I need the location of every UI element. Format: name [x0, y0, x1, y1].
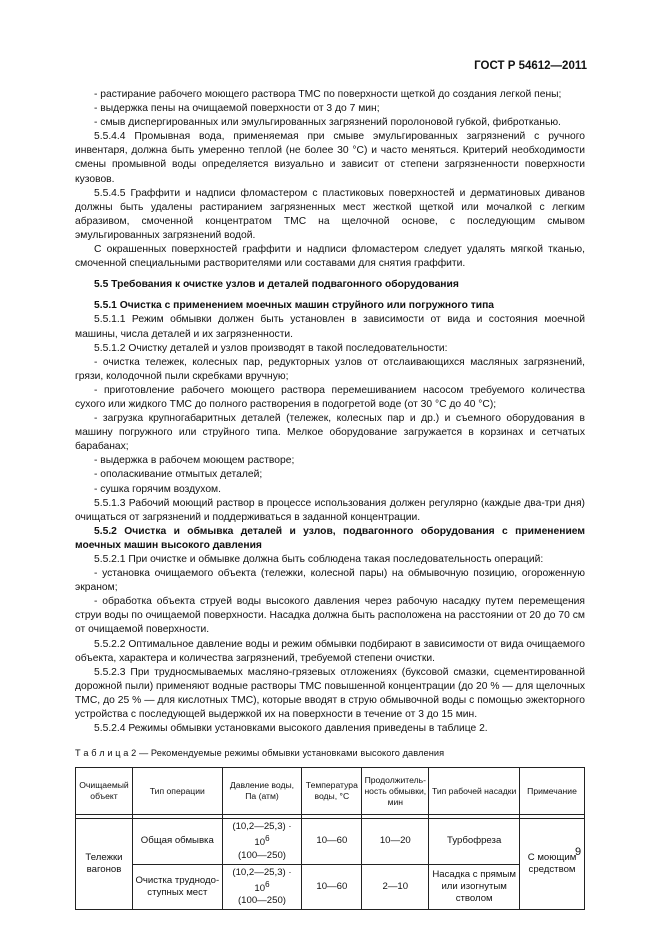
object-cell: Тележки вагонов	[76, 819, 133, 909]
page-number: 9	[575, 846, 582, 858]
pressure-value: (10,2—25,3) · 10	[232, 866, 292, 894]
duration-cell: 2—10	[362, 864, 429, 909]
pressure-value: (10,2—25,3) · 10	[232, 821, 292, 849]
column-header: Тип операции	[132, 768, 222, 815]
subsection-heading: 5.5.1 Очистка с применением моечных машин струйного или погружного типа	[94, 300, 495, 312]
table-row	[76, 864, 585, 909]
column-header: Очищаемый объект	[76, 768, 133, 815]
temperature-cell: 10—60	[302, 819, 362, 864]
duration-cell: 10—20	[362, 819, 429, 864]
paragraph: - растирание рабочего моющего раствора ТМС по поверхности щеткой до создания легкой пены;	[94, 89, 562, 100]
paragraph: 5.5.2.2 Оптимальное давление воды и режим обмывки подбирают в зависимости от вида очищаемого объекта, характера и количества загрязнений, требуемой степени очистки.	[75, 638, 585, 664]
table-caption: Т а б л и ц а 2 — Рекомендуемые режимы обмывки установками высокого давления	[75, 748, 445, 759]
paragraph: 5.5.1.2 Очистку деталей и узлов производят в такой последовательности:	[94, 342, 448, 354]
temperature-cell: 10—60	[302, 864, 362, 909]
table-row	[76, 819, 585, 864]
paragraph: С окрашенных поверхностей граффити и надписи фломастером следует удалять мягкой тканью, смоченной специальными растворителями или составами для снятия граффити.	[75, 244, 585, 270]
operation-cell: Общая обмывка	[132, 819, 222, 864]
section-heading: 5.5 Требования к очистке узлов и деталей подвагонного оборудования	[94, 279, 459, 291]
paragraph: - загрузка крупногабаритных деталей (тележек, колесных пар и др.) и съемного оборудования в машину погружного или струйного типа. Мелкое оборудование загружается в корзинах и сетчатых барабанах;	[75, 413, 585, 453]
document-header: ГОСТ Р 54612—2011	[474, 60, 587, 72]
paragraph: - ополаскивание отмытых деталей;	[94, 469, 263, 481]
column-header: Тип рабочей насадки	[429, 768, 520, 815]
pressure-cell	[222, 819, 302, 864]
paragraph: - очистка тележек, колесных пар, редукторных узлов от отслаивающихся масляных загрязнений, грязи, колодочной пыли скребками вручную;	[75, 356, 585, 382]
paragraph: 5.5.1.1 Режим обмывки должен быть установлен в зависимости от вида и состояния моечной машины, числа деталей и их загрязненности.	[75, 314, 585, 340]
paragraph: 5.5.2.3 При трудносмываемых масляно-грязевых отложениях (буксовой смазки, сцементированной дорожной пыли) применяют водные растворы ТМС повышенной концентрации (до 20 % — для щелочных ТМС, до 25 % — для кислотных ТМС), которые вводят в струю обмывочной воды с помощью эжекторного устройства с последующей выдержкой их на поверхности в течение от 3 до 15 мин.	[75, 666, 585, 721]
paragraph: 5.5.2.1 При очистке и обмывке должна быть соблюдена такая последовательность операций:	[94, 554, 544, 565]
paragraph: - выдержка в рабочем моющем растворе;	[94, 455, 295, 467]
note-cell: С моющим средством	[520, 819, 585, 909]
pressure-atm: (100—250)	[237, 894, 286, 906]
column-header: Примечание	[520, 768, 585, 815]
column-header: Давление воды, Па (атм)	[222, 768, 302, 815]
pressure-cell	[222, 864, 302, 909]
nozzle-cell: Насадка с прямым или изогнутым стволом	[429, 864, 520, 909]
paragraph: - установка очищаемого объекта (тележки, колесной пары) на обмывочную позицию, огороженную экраном;	[75, 568, 585, 594]
paragraph: 5.5.4.5 Граффити и надписи фломастером с пластиковых поверхностей и дерматиновых диванов должны быть удалены растиранием загрязненных мест жесткой щеткой или мочалкой с легким абразивом, смоченной концентратом ТМС на щелочной основе, с последующим смывом эмульгированных загрязнений водой.	[75, 187, 585, 241]
paragraph: - выдержка пены на очищаемой поверхности от 3 до 7 мин;	[94, 103, 380, 115]
document-body	[75, 88, 585, 910]
table-header-row	[76, 768, 585, 815]
column-header: Продолжительность обмывки, мин	[362, 768, 429, 815]
paragraph: - сушка горячим воздухом.	[94, 483, 221, 495]
column-header: Температура воды, °С	[302, 768, 362, 815]
subsection-heading: 5.5.2 Очистка и обмывка деталей и узлов, подвагонного оборудования с применением моечных машин высокого давления	[75, 525, 585, 551]
pressure-exponent: 6	[265, 879, 270, 889]
paragraph: - обработка объекта струей воды высокого давления через рабочую насадку путем перемещения струи воды по очищаемой поверхности. Насадка должна быть расположена на расстоянии от 20 до 70 см от очищаемой поверхности.	[75, 596, 585, 636]
paragraph: 5.5.2.4 Режимы обмывки установками высокого давления приведены в таблице 2.	[94, 723, 488, 735]
nozzle-cell: Турбофреза	[429, 819, 520, 864]
paragraph: - приготовление рабочего моющего раствора перемешиванием насосом требуемого количества сухого или жидкого ТМС до полного растворения в подогретой воде (от 30 °С до 40 °С);	[75, 384, 585, 410]
paragraph: 5.5.1.3 Рабочий моющий раствор в процессе использования должен регулярно (каждые два-три дня) очищаться от загрязнений и поддерживаться в заданной концентрации.	[75, 497, 585, 523]
operation-cell: Очистка труднодоступных мест	[132, 864, 222, 909]
paragraph: - смыв диспергированных или эмульгированных загрязнений поролоновой губкой, фибротканью.	[94, 117, 561, 129]
paragraph: 5.5.4.4 Промывная вода, применяемая при смыве эмульгированных загрязнений с ручного инвентаря, должна быть умеренно теплой (не более 30 °С) и часто меняться. Критерий необходимости смены промывной воды определяется визуально и зависит от степени загрязненности поверхности кузовов.	[75, 131, 585, 185]
pressure-exponent: 6	[265, 834, 270, 844]
pressure-atm: (100—250)	[237, 849, 286, 861]
modes-table	[75, 767, 585, 909]
